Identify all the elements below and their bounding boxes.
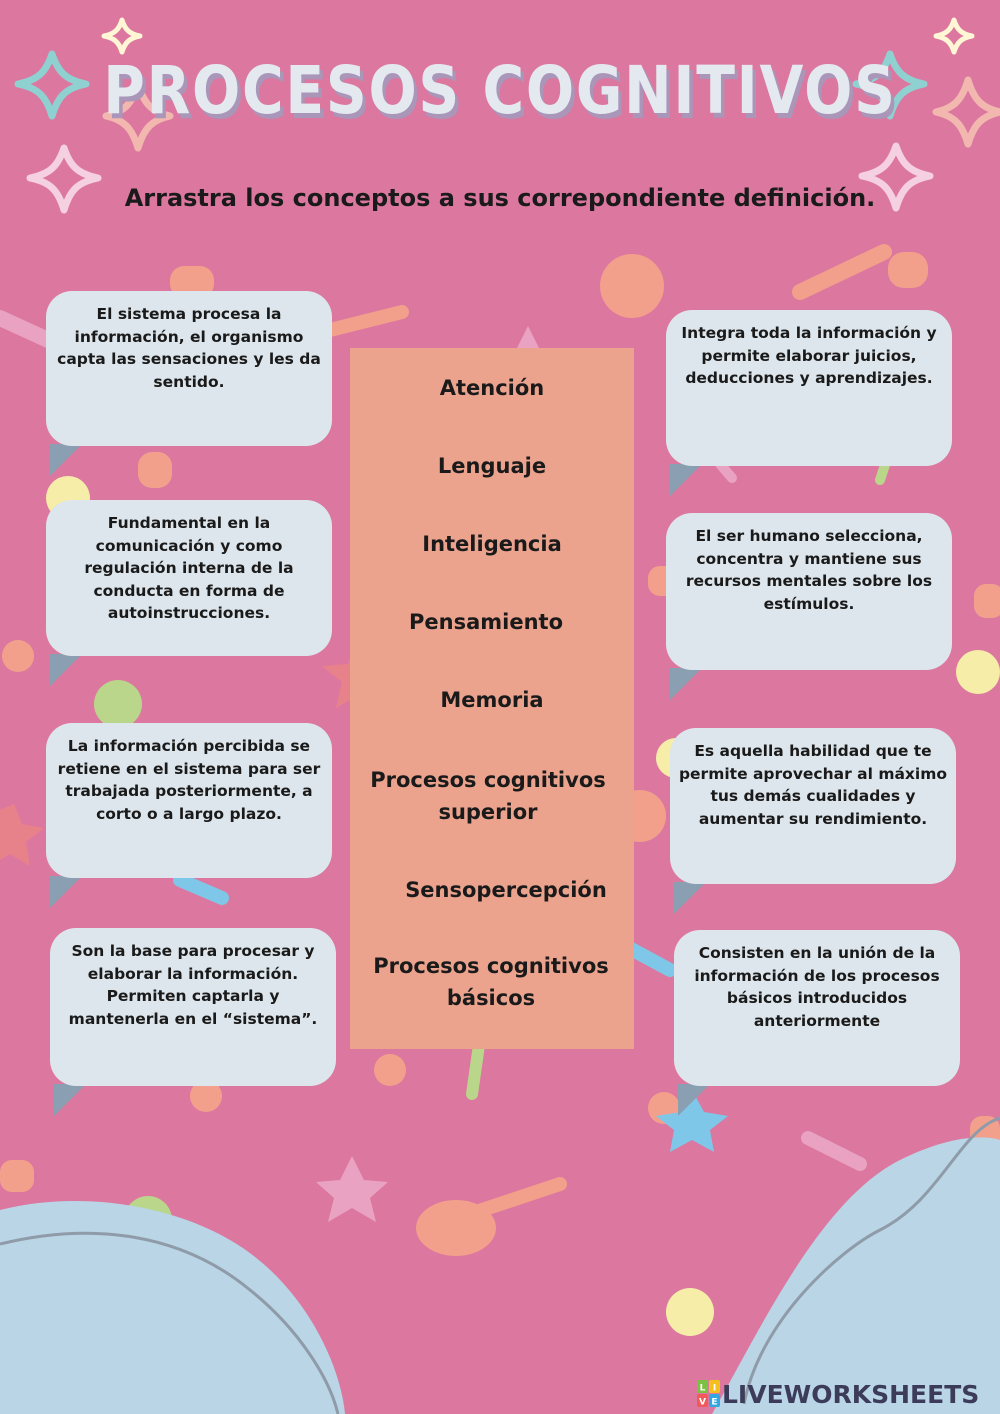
definition-text: Integra toda la información y permite elaborar juicios, deducciones y aprendizajes. [681, 324, 937, 387]
concept-procesos-basicos[interactable]: Procesos cognitivos básicos [373, 954, 609, 1010]
concept-pensamiento[interactable]: Pensamiento [409, 610, 563, 634]
logo-letter: I [712, 1383, 717, 1394]
definition-text: Consisten en la unión de la información de los procesos básicos introducidos anteriormente [694, 944, 940, 1030]
definition-drop-zone[interactable] [50, 928, 336, 1086]
concept-atencion[interactable]: Atención [439, 376, 545, 400]
bubble-tail [674, 882, 706, 914]
concept-procesos-superior[interactable]: Procesos cognitivos superior [370, 768, 606, 824]
instruction-text: Arrastra los conceptos a sus correpondiente definición. [124, 184, 876, 212]
logo-blocks-icon [696, 1379, 722, 1409]
definition-text: Es aquella habilidad que te permite aprovechar al máximo tus demás cualidades y aumentar su rendimiento. [678, 742, 948, 828]
definition-drop-zone[interactable] [666, 513, 952, 670]
definition-drop-zone[interactable] [46, 723, 332, 878]
concept-lenguaje[interactable]: Lenguaje [437, 454, 547, 478]
definition-drop-zone[interactable] [666, 310, 952, 466]
definition-drop-zone[interactable] [46, 291, 332, 446]
bubble-tail [678, 1084, 710, 1116]
bubble-tail [50, 876, 82, 908]
bubble-tail [670, 668, 702, 700]
definition-text: El sistema procesa la información, el organismo capta las sensaciones y les da sentido. [57, 305, 321, 391]
bubble-tail [670, 464, 702, 496]
worksheet-title: PROCESOS COGNITIVOS [103, 52, 897, 129]
bubble-tail [54, 1084, 86, 1116]
bubble-tail [50, 444, 82, 476]
liveworksheets-logo [696, 1378, 996, 1410]
concept-panel [350, 348, 634, 1049]
definition-text: El ser humano selecciona, concentra y mantiene sus recursos mentales sobre los estímulos. [685, 527, 933, 613]
bubble-tail [50, 654, 82, 686]
brand-name: LIVEWORKSHEETS [722, 1380, 980, 1409]
definition-text: La información percibida se retiene en el sistema para ser trabajada posteriormente, a corto o a largo plazo. [57, 737, 321, 823]
logo-letter: L [699, 1383, 706, 1394]
definition-text: Fundamental en la comunicación y como regulación interna de la conducta en forma de autoinstrucciones. [84, 514, 294, 622]
definition-drop-zone[interactable] [674, 930, 960, 1086]
concept-memoria[interactable]: Memoria [440, 688, 544, 712]
logo-letter: V [699, 1397, 706, 1408]
concept-sensopercepcion[interactable]: Sensopercepción [405, 878, 607, 902]
definition-drop-zone[interactable] [670, 728, 956, 884]
logo-letter: E [711, 1397, 718, 1408]
definition-drop-zone[interactable] [46, 500, 332, 656]
concept-inteligencia[interactable]: Inteligencia [422, 532, 562, 556]
definition-text: Son la base para procesar y elaborar la información. Permiten captarla y mantenerla en el “sistema”. [68, 942, 318, 1028]
